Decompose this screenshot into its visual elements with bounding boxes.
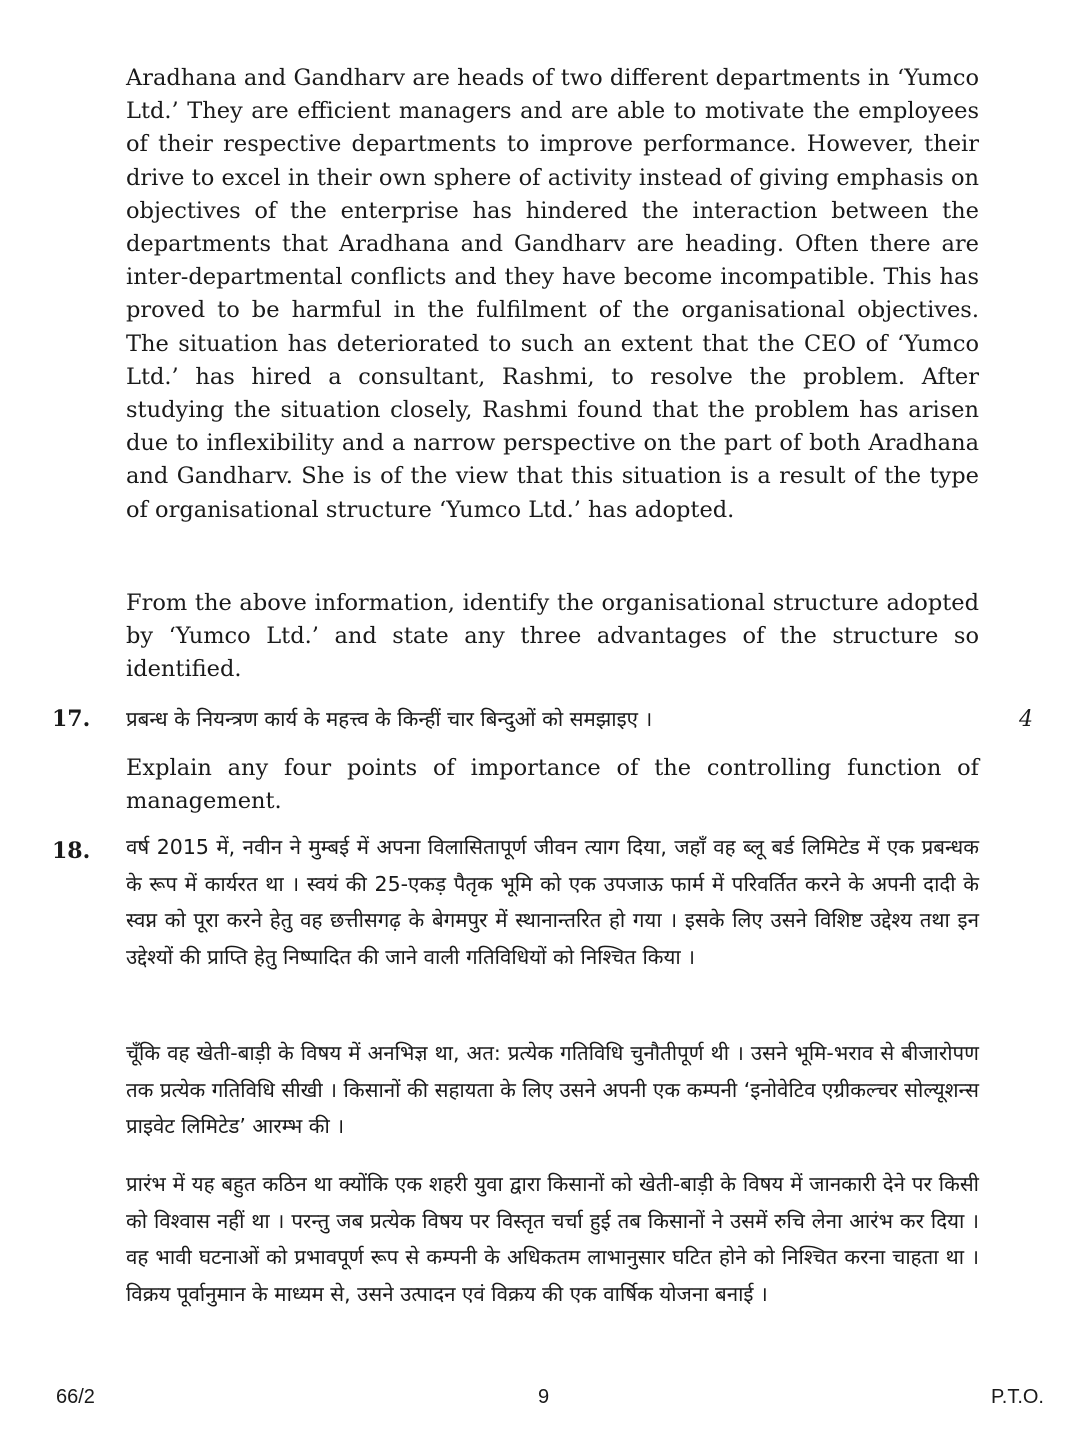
question-18-hindi-paragraph-3: प्रारंभ में यह बहुत कठिन था क्योंकि एक शहरी युवा द्वारा किसानों को खेती-बाड़ी के विषय में जानकारी देने पर किसी को विश्वास नहीं था । परन्तु जब प्रत्येक विषय पर विस्तृत चर्चा हुई तब किसानों ने उसमें रुचि लेना आरंभ कर दिया । वह भावी घटनाओं को प्रभावपूर्ण रूप से कम्पनी के अधिकतम लाभानुसार घटित होने को निश्चित करना चाहता था । विक्रय पूर्वानुमान के माध्यम से, उसने उत्पादन एवं विक्रय की एक वार्षिक योजना बनाई । [126,1172,979,1306]
question-17-english: Explain any four points of importance of the controlling function of management. [126,755,979,815]
question-18-hindi-paragraph-2: चूँकि वह खेती-बाड़ी के विषय में अनभिज्ञ था, अत: प्रत्येक गतिविधि चुनौतीपूर्ण थी । उसने भूमि-भराव से बीजारोपण तक प्रत्येक गतिविधि सीखी । किसानों की सहायता के लिए उसने अपनी एक कम्पनी ‘इनोवेटिव एग्रीकल्चर सोल्यूशन्स प्राइवेट लिमिटेड’ आरम्भ की । [126,1041,979,1138]
case-passage: Aradhana and Gandharv are heads of two different departments in ‘Yumco Ltd.’ They are efficient managers and are able to motivate the employees of their respective departments to improve performance. However, their drive to excel in their own sphere of activity instead of giving emphasis on objectives of the enterprise has hindered the interaction between the departments that Aradhana and Gandharv are heading. Often there are inter-departmental conflicts and they have become incompatible. This has proved to be harmful in the fulfilment of the organisational objectives. The situation has deteriorated to such an extent that the CEO of ‘Yumco Ltd.’ has hired a consultant, Rashmi, to resolve the problem. After studying the situation closely, Rashmi found that the problem has arisen due to inflexibility and a narrow perspective on the part of both Aradhana and Gandharv. She is of the view that this situation is a result of the type of organisational structure ‘Yumco Ltd.’ has adopted. [126,65,979,523]
question-17-marks: 4 [1019,707,1033,732]
question-17-hindi: प्रबन्ध के नियन्त्रण कार्य के महत्त्व के किन्हीं चार बिन्दुओं को समझाइए । [126,707,653,731]
question-17-number: 17. [52,706,91,732]
question-18-hindi-paragraph-1: वर्ष 2015 में, नवीन ने मुम्बई में अपना विलासितापूर्ण जीवन त्याग दिया, जहाँ वह ब्लू बर्ड लिमिटेड में एक प्रबन्धक के रूप में कार्यरत था । स्वयं की 25-एकड़ पैतृक भूमि को एक उपजाऊ फार्म में परिवर्तित करने के अपनी दादी के स्वप्न को पूरा करने हेतु वह छत्तीसगढ़ के बेगमपुर में स्थानान्तरित हो गया । इसके लिए उसने विशिष्ट उद्देश्य तथा इन उद्देश्यों की प्राप्ति हेतु निष्पादित की जाने वाली गतिविधियों को निश्चित किया । [126,835,979,969]
pto-label: P.T.O. [991,1386,1044,1408]
question-18-number: 18. [52,838,91,864]
paper-code: 66/2 [56,1386,95,1408]
page-number: 9 [538,1386,550,1408]
case-question: From the above information, identify the organisational structure adopted by ‘Yumco Ltd.’ and state any three advantages of the structure so identified. [126,590,979,683]
